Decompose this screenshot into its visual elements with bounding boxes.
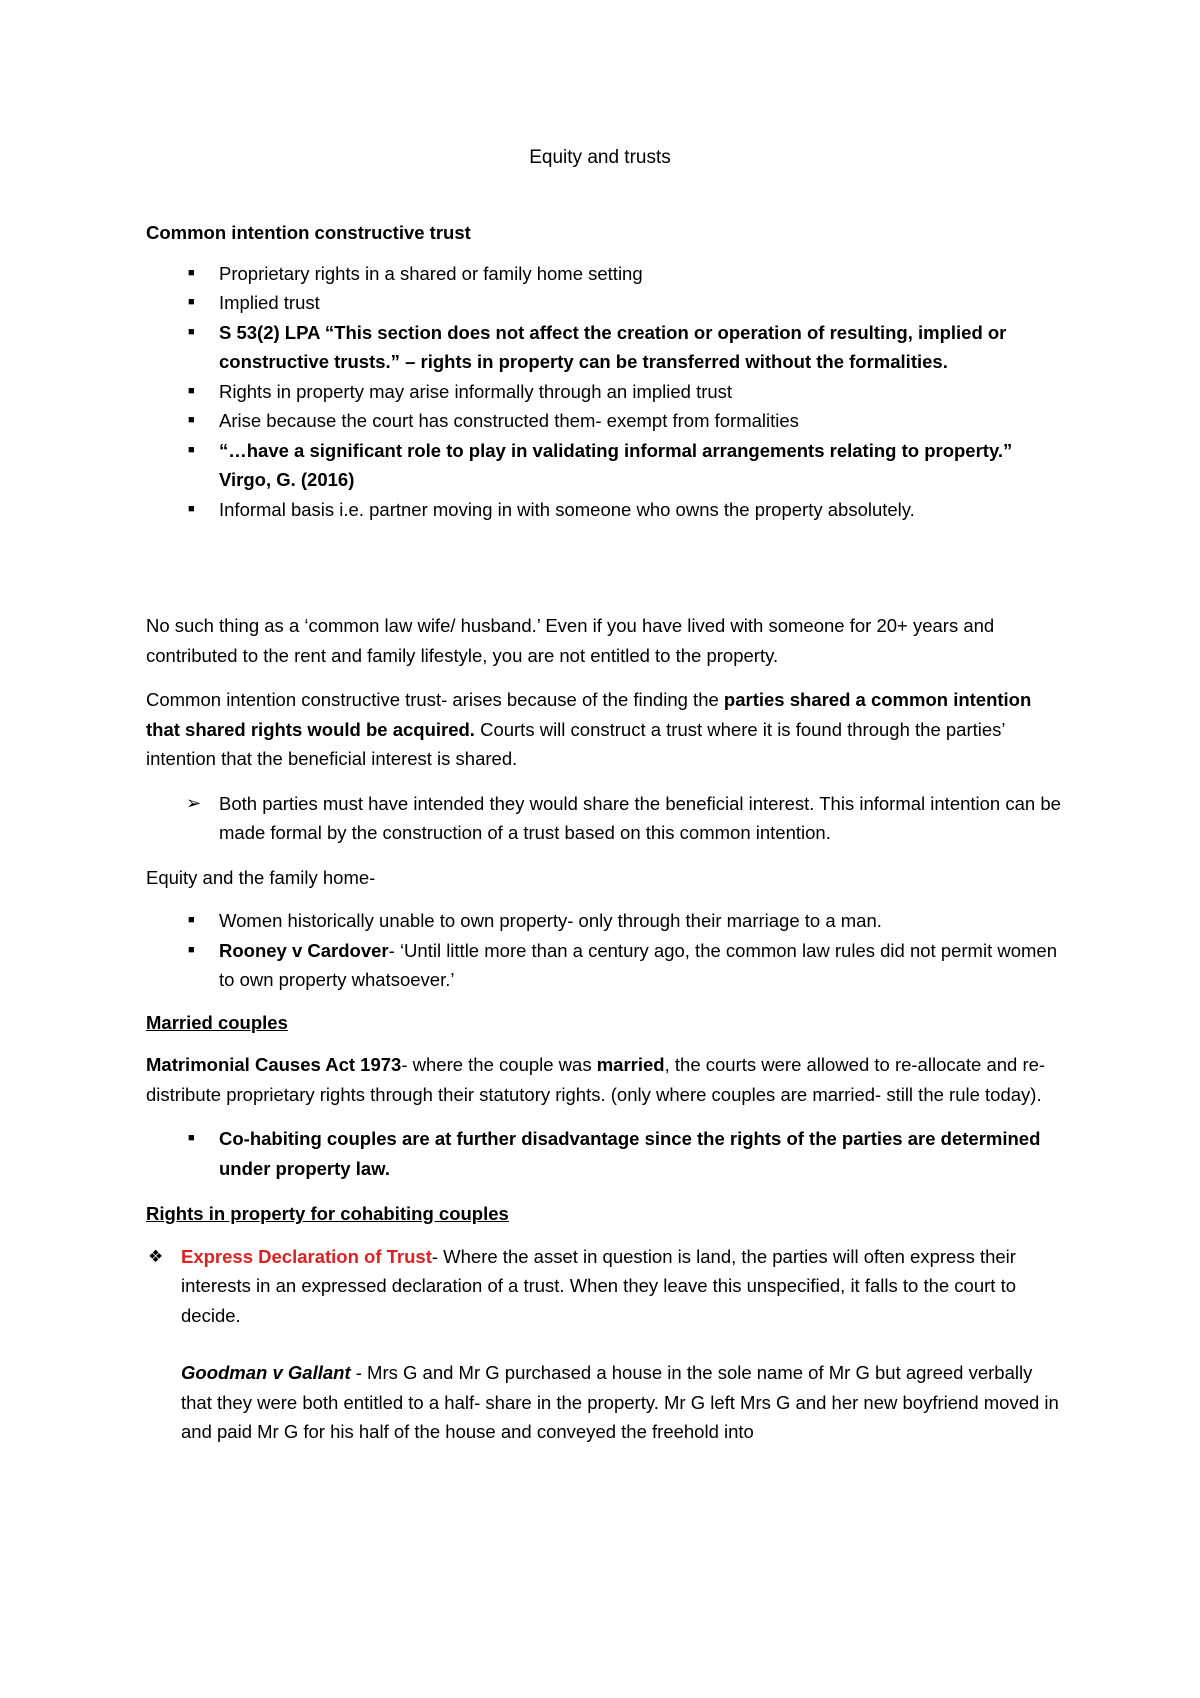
list-item: ■ Implied trust (146, 288, 1066, 318)
body-paragraphs (146, 611, 1066, 1183)
case-paragraph: Goodman v Gallant - Mrs G and Mr G purchased a house in the sole name of Mr G but agreed verbally that they were both entitled to a half- share in the property. Mr G left Mrs G and her new boyfriend moved in and paid Mr G for his half of the house and conveyed the freehold into (181, 1362, 1059, 1442)
arrow-bullet-icon: ➢ (186, 792, 202, 813)
document-title: Equity and trusts (529, 147, 671, 168)
arrow-list-item: ➢ Both parties must have intended they would share the beneficial interest. This informal intention can be made formal by the construction of a trust based on this common intention. (146, 789, 1066, 848)
list-item: ■ Informal basis i.e. partner moving in with someone who owns the property absolutely. (146, 495, 1066, 525)
diamond-bullet-icon: ❖ (148, 1246, 164, 1266)
bullet-list (146, 1124, 1066, 1183)
paragraph-constructive-trust: Common intention constructive trust- arises because of the finding the parties shared a common intention that shared rights would be acquired. Courts will construct a trust where it is found through the parties’ intention that the beneficial interest is shared. (146, 689, 1032, 769)
list-item: ■ Women historically unable to own property- only through their marriage to a man. (146, 906, 1066, 936)
list-item: ■ Co-habiting couples are at further disadvantage since the rights of the parties are determined under property law. (146, 1124, 1066, 1183)
list-item: ■ S 53(2) LPA “This section does not affect the creation or operation of resulting, implied or constructive trusts.” – rights in property can be transferred without the formalities. (146, 318, 1066, 377)
diamond-list-item: ❖ Express Declaration of Trust- Where the asset in question is land, the parties will often express their interests in an expressed declaration of a trust. When they leave this unspecified, it falls to the court to decide. (146, 1242, 1066, 1331)
bullet-list (146, 259, 1066, 525)
square-bullet-icon: ■ (188, 296, 195, 308)
paragraph-matrimonial-act: Matrimonial Causes Act 1973- where the couple was married, the courts were allowed to re-allocate and re-distribute proprietary rights through their statutory rights. (only where couples are married- still the rule today). (146, 1054, 1046, 1105)
square-bullet-icon: ■ (188, 443, 195, 456)
square-bullet-icon: ■ (188, 502, 195, 515)
section-cohabiting (146, 1199, 1066, 1447)
section-common-intention (146, 218, 1066, 524)
paragraph-common-law: No such thing as a ‘common law wife/ husband.’ Even if you have lived with someone for 20+ years and contributed to the rent and family lifestyle, you are not entitled to the property. (146, 615, 995, 666)
square-bullet-icon: ■ (188, 1132, 195, 1144)
square-bullet-icon: ■ (188, 384, 195, 397)
family-home-heading: Equity and the family home- (146, 866, 376, 888)
married-couples-heading: Married couples (146, 1011, 288, 1033)
list-item: ■ Rights in property may arise informally through an implied trust (146, 377, 1066, 407)
square-bullet-icon: ■ (188, 266, 195, 279)
square-bullet-icon: ■ (188, 414, 195, 426)
list-item: ■ Rooney v Cardover- ‘Until little more than a century ago, the common law rules did not permit women to own property whatsoever.’ (146, 936, 1066, 995)
list-item: ■ “…have a significant role to play in validating informal arrangements relating to property.” Virgo, G. (2016) (146, 436, 1066, 495)
square-bullet-icon: ■ (188, 325, 195, 338)
cohabiting-heading: Rights in property for cohabiting couples (146, 1203, 509, 1224)
section-heading: Common intention constructive trust (146, 222, 471, 243)
list-item: ■ Arise because the court has constructed them- exempt from formalities (146, 406, 1066, 436)
bullet-list (146, 906, 1066, 995)
square-bullet-icon: ■ (188, 914, 195, 926)
list-item: ■ Proprietary rights in a shared or family home setting (146, 259, 1066, 289)
square-bullet-icon: ■ (188, 943, 195, 956)
